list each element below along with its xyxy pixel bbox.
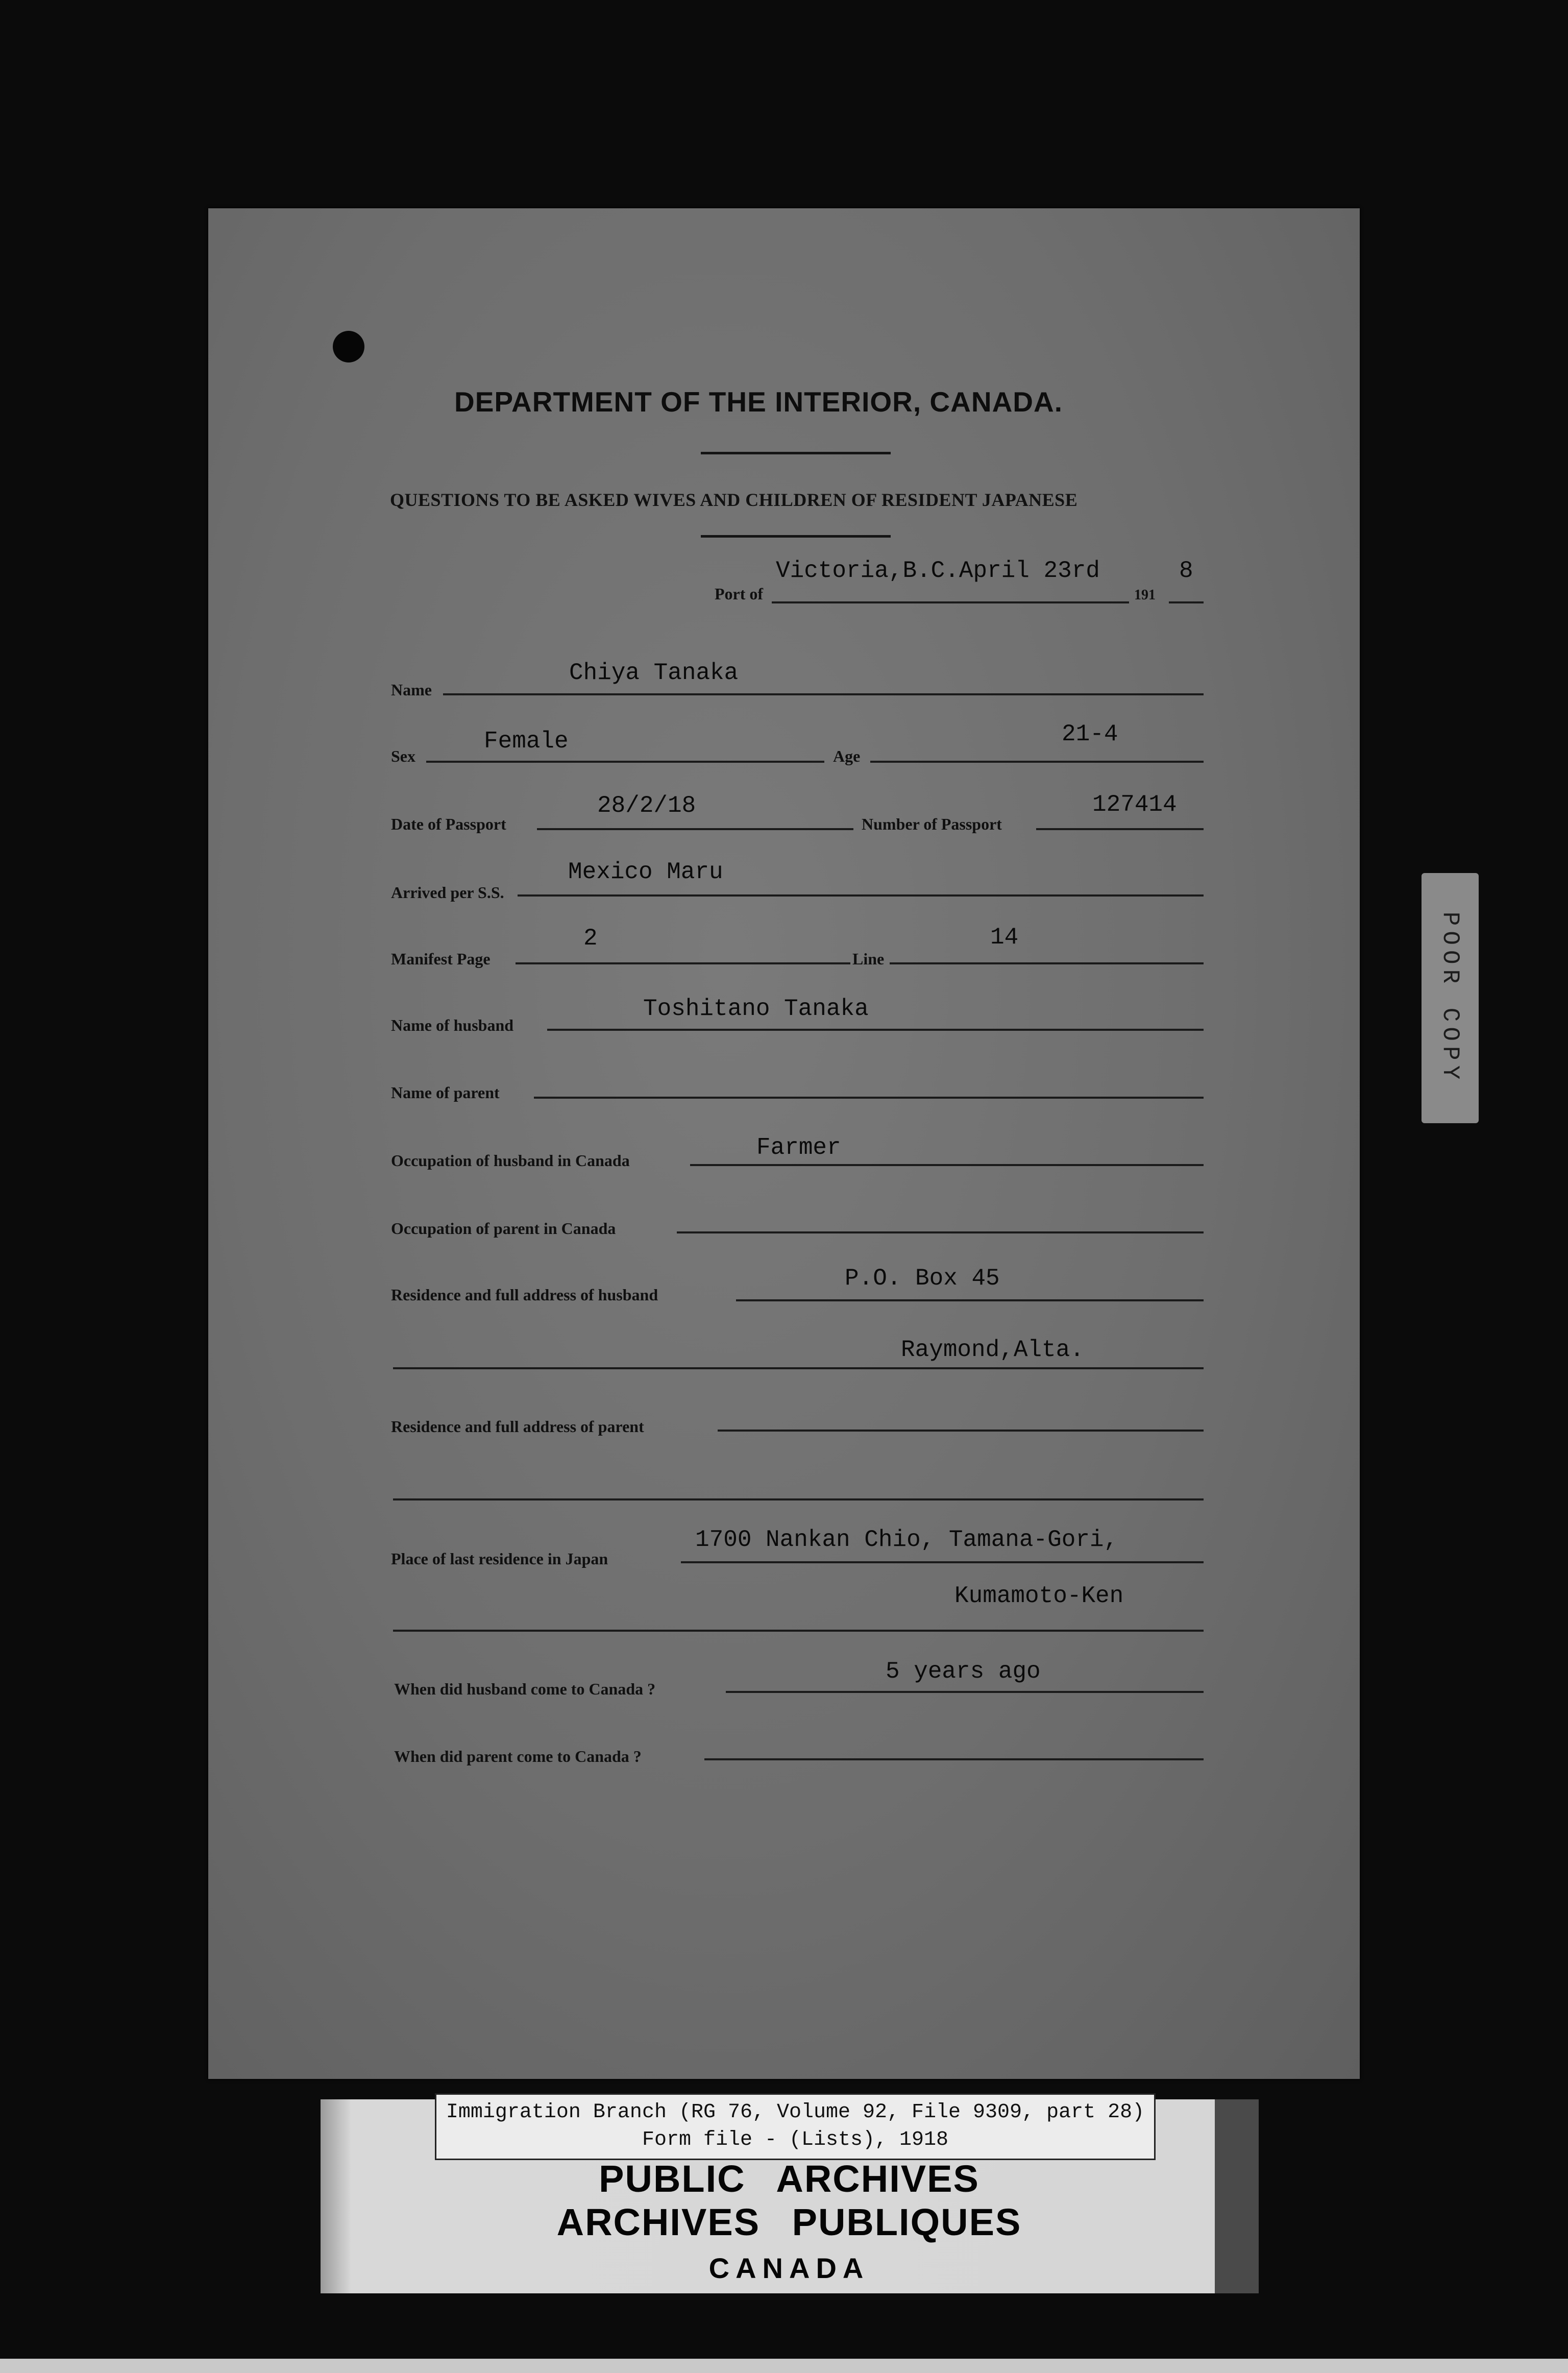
reference-tag [435, 2093, 1156, 2160]
occ-husband-line [690, 1164, 1204, 1166]
archive-name-fr: ARCHIVES PUBLIQUES [556, 2201, 1022, 2243]
last-res-value-2: Kumamoto-Ken [954, 1583, 1124, 1609]
reference-line-2: Form file - (Lists), 1918 [642, 2128, 949, 2151]
res-husband-value-2: Raymond,Alta. [901, 1337, 1084, 1363]
last-res-label: Place of last residence in Japan [391, 1549, 608, 1568]
line-label: Line [852, 950, 885, 968]
res-husband-line [736, 1299, 1204, 1301]
passport-number-value: 127414 [1092, 791, 1177, 818]
name-line [443, 693, 1204, 695]
passport-date-value: 28/2/18 [597, 792, 696, 819]
port-label: Port of [715, 585, 764, 603]
age-value: 21-4 [1062, 721, 1118, 747]
line-number-line [890, 962, 1204, 964]
husband-came-label: When did husband come to Canada ? [394, 1680, 656, 1698]
occ-husband-value: Farmer [756, 1134, 841, 1161]
subtitle-divider [701, 535, 891, 538]
occ-parent-line [677, 1231, 1204, 1233]
manifest-line [516, 962, 850, 964]
year-line [1169, 601, 1204, 603]
film-bottom-strip [0, 2359, 1568, 2373]
port-value: Victoria,B.C.April 23rd [776, 558, 1100, 584]
passport-date-line [537, 828, 853, 830]
passport-number-line [1036, 828, 1204, 830]
occ-husband-label: Occupation of husband in Canada [391, 1151, 630, 1170]
parent-came-label: When did parent come to Canada ? [394, 1747, 642, 1765]
last-res-line-2 [393, 1630, 1204, 1632]
res-husband-label: Residence and full address of husband [391, 1286, 658, 1304]
age-label: Age [833, 747, 861, 765]
parent-line [534, 1097, 1204, 1099]
husband-came-line [726, 1691, 1204, 1693]
parent-came-line [704, 1758, 1204, 1760]
occ-parent-label: Occupation of parent in Canada [391, 1219, 616, 1238]
arrived-value: Mexico Maru [568, 859, 723, 885]
last-res-line [681, 1561, 1204, 1563]
name-label: Name [391, 681, 432, 699]
husband-value: Toshitano Tanaka [643, 996, 869, 1022]
last-res-value-1: 1700 Nankan Chio, Tamana-Gori, [695, 1527, 1118, 1553]
year-prefix: 191 [1134, 587, 1156, 603]
name-value: Chiya Tanaka [569, 660, 739, 686]
sex-line [426, 761, 824, 763]
res-husband-line-2 [393, 1367, 1204, 1369]
year-value: 8 [1179, 558, 1193, 584]
form-title: DEPARTMENT OF THE INTERIOR, CANADA. [454, 386, 1063, 418]
res-parent-line [718, 1430, 1204, 1432]
poor-copy-text: POOR COPY [1437, 911, 1463, 1085]
res-husband-value-1: P.O. Box 45 [845, 1265, 1000, 1292]
sex-label: Sex [391, 747, 415, 765]
form-subtitle: QUESTIONS TO BE ASKED WIVES AND CHILDREN OF RESIDENT JAPANESE [390, 490, 1078, 510]
line-value: 14 [990, 924, 1019, 951]
passport-number-label: Number of Passport [862, 815, 1002, 833]
res-parent-line-2 [393, 1498, 1204, 1500]
archive-country: CANADA [708, 2252, 870, 2284]
husband-came-value: 5 years ago [886, 1658, 1041, 1685]
archive-name-en: PUBLIC ARCHIVES [599, 2158, 979, 2200]
arrived-label: Arrived per S.S. [391, 883, 504, 902]
port-line [772, 601, 1129, 603]
husband-label: Name of husband [391, 1016, 514, 1034]
reference-line-1: Immigration Branch (RG 76, Volume 92, File 9309, part 28) [446, 2101, 1145, 2124]
sex-value: Female [484, 728, 569, 755]
age-line [870, 761, 1204, 763]
passport-date-label: Date of Passport [391, 815, 506, 833]
manifest-label: Manifest Page [391, 950, 491, 968]
res-parent-label: Residence and full address of parent [391, 1417, 644, 1436]
title-divider [701, 452, 891, 454]
parent-label: Name of parent [391, 1083, 500, 1102]
manifest-value: 2 [583, 925, 598, 952]
poor-copy-stamp [1422, 873, 1479, 1123]
punch-hole [333, 331, 364, 362]
husband-line [547, 1029, 1204, 1031]
arrived-line [518, 894, 1204, 897]
